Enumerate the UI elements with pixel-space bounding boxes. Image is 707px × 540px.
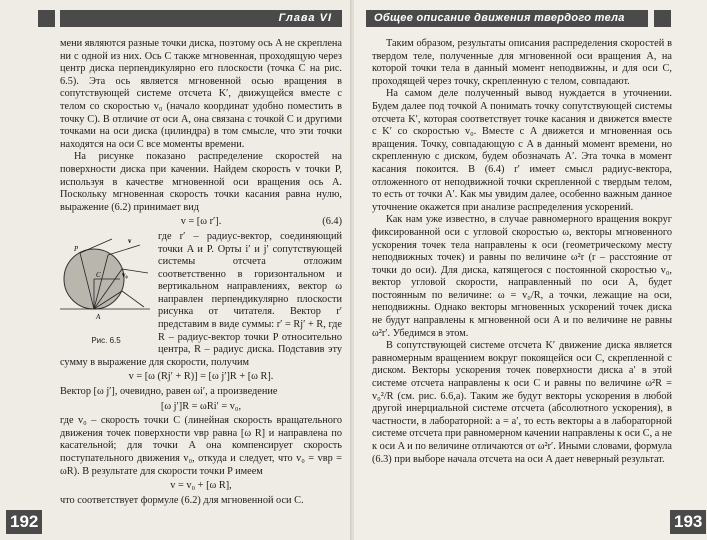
left-page-number: 192 xyxy=(6,510,42,534)
equation-6-4-number: (6.4) xyxy=(322,216,342,228)
right-paragraph-3: Как нам уже известно, в случае равномерного вращения вокруг фиксированной оси с угловой скоростью ω, векторы мгновенного ускорения точек тела направлены к оси (геометрическому месту неподвижных точек) и равны по величине ω²r (r – расстояние от точки до оси). Для диска, катящегося с постоянной скоростью v₀, вектор угловой скорости, направленный по оси A, будет постоянным по величине: ω = v₀/R, а точки, лежащие на оси, неподвижны. Однако векторы мгновенных ускорений точек диска не будут направлены к мгновенной оси A и по величине не равны ω²r′. Убедимся в этом. xyxy=(372,214,672,339)
right-page-text xyxy=(372,38,672,466)
figure-label-c: C xyxy=(96,270,101,279)
figure-label-v0: v₀ xyxy=(122,270,128,279)
header-square-left xyxy=(38,10,55,27)
right-running-header: Общее описание движения твердого тела xyxy=(366,10,648,27)
rolling-disk-diagram xyxy=(60,233,152,333)
left-page-text xyxy=(60,38,342,507)
figure-label-v: v xyxy=(128,236,132,245)
equation-6-4-body: v = [ω r′]. xyxy=(180,216,222,228)
figure-caption: Рис. 6.5 xyxy=(91,335,121,345)
left-page xyxy=(0,0,352,540)
header-square-right xyxy=(654,10,671,27)
equation-velocity-sum: v = [ω (Rj′ + R)] = [ω j′]R + [ω R]. xyxy=(128,371,274,383)
left-paragraph-2: На рисунке показано распределение скоростей на поверхности диска при качении. Найдем скорость v точки P, используя в качестве мгновенной оси вращения ось A. Поскольку мгновенная скорость точки касания равна нулю, выражение (6.2) принимает вид xyxy=(60,151,342,213)
right-page-number: 193 xyxy=(670,510,706,534)
left-paragraph-4: Вектор [ω j′], очевидно, равен ωi′, а произведение xyxy=(60,386,278,398)
figure-label-a: A xyxy=(96,312,101,321)
figure-label-p: P xyxy=(74,244,79,253)
left-paragraph-6: что соответствует формуле (6.2) для мгновенной оси C. xyxy=(60,494,304,506)
left-paragraph-1: мени являются разные точки диска, поэтому ось A не скреплена ни с одной из них. Ось C также мгновенная, проходящую через центр диска перпендикулярно его плоскости (точка C на рис. 6.5). Эта ось является мгновенной осью вращения в сопутствующей системе отсчета K′, движущейся вместе с телом со скоростью v₀ (начало координат удобно поместить в точку C). В отличие от оси A, она связана с точкой C и другими точками на оси диска (цилиндра) в том смысле, что эти точки находятся на оси C все моменты времени. xyxy=(60,38,342,150)
figure-6-5 xyxy=(60,233,152,345)
left-paragraph-5: где v₀ – скорость точки C (линейная скорость вращательного движения точек поверхности vвр равна [ω R] и направлена по касательной; для точки A она компенсирует скорость поступательного движения v₀, откуда и следует, что v₀ = vвр = ωR). В результате для скорости точки P имеем xyxy=(60,415,342,477)
right-paragraph-4: В сопутствующей системе отсчета K′ движение диска является равномерным вращением вокруг покоящейся оси C, скрепленной с диском. Векторы ускорения точек поверхности диска a′ в этой системе отсчета направлены к оси C и равны по величине ω²R = v₀²/R (см. рис. 6.6,а). Таким же будут векторы ускорения в любой другой инерциальной системе отсчета (абсолютного ускорения), в частности, в лабораторной: a = a′, то есть векторы a в лабораторной системе отсчета при равномерном качении направлены к оси C, а не к оси A и по величине отличаются от ω²r′. Иными словами, формула (6.3) при выборе начала отсчета на оси A дает неверный результат. xyxy=(372,340,672,465)
right-page xyxy=(354,0,707,540)
left-running-header: Глава VI xyxy=(60,10,342,27)
right-paragraph-2: На самом деле полученный вывод нуждается в уточнении. Будем далее под точкой A понимать точку сопутствующей системы отсчета K′, которая соответствует точке касания и движется вместе с K′ со скоростью v₀. Вместе с A движется и мгновенная ось вращения. Точку, совпадающую с A в данный момент времени, но скрепленную с диском, будем обозначать A′. Эта точка в момент касания покоится. В (6.4) r′ имеет смысл радиус-вектора, отложенного от неподвижной точки скрепленной с твердым телом, то есть от точки A′. Как мы увидим далее, особенно важным данное уточнение окажется при анализе распределения ускорений. xyxy=(372,88,672,213)
left-paragraph-3: где r′ – радиус-вектор, соединяющий точки A и P. Орты i′ и j′ сопутствующей системы отсчета отложим соответственно в горизонтальном и вертикальном направлениях, вектор ω направлен перпендикулярно плоскости рисунка от читателя. Вектор r′ представим в виде суммы: r′ = Rj′ + R, где R – радиус-вектор точки P относительно центра, R – радиус диска. Подставив эту сумму в выражение для скорости, получим xyxy=(60,230,342,368)
equation-6-4 xyxy=(60,216,342,229)
equation-omega-j: [ω j′]R = ωRi′ = v₀, xyxy=(160,400,242,412)
equation-velocity-p: v = v₀ + [ω R], xyxy=(170,480,232,492)
right-paragraph-1: Таким образом, результаты описания распределения скоростей в твердом теле, полученные для мгновенной оси вращения A, на которой точки тела в данный момент неподвижны, и для оси C, проходящей через точку, скрепленную с телом, совпадают. xyxy=(372,38,672,87)
